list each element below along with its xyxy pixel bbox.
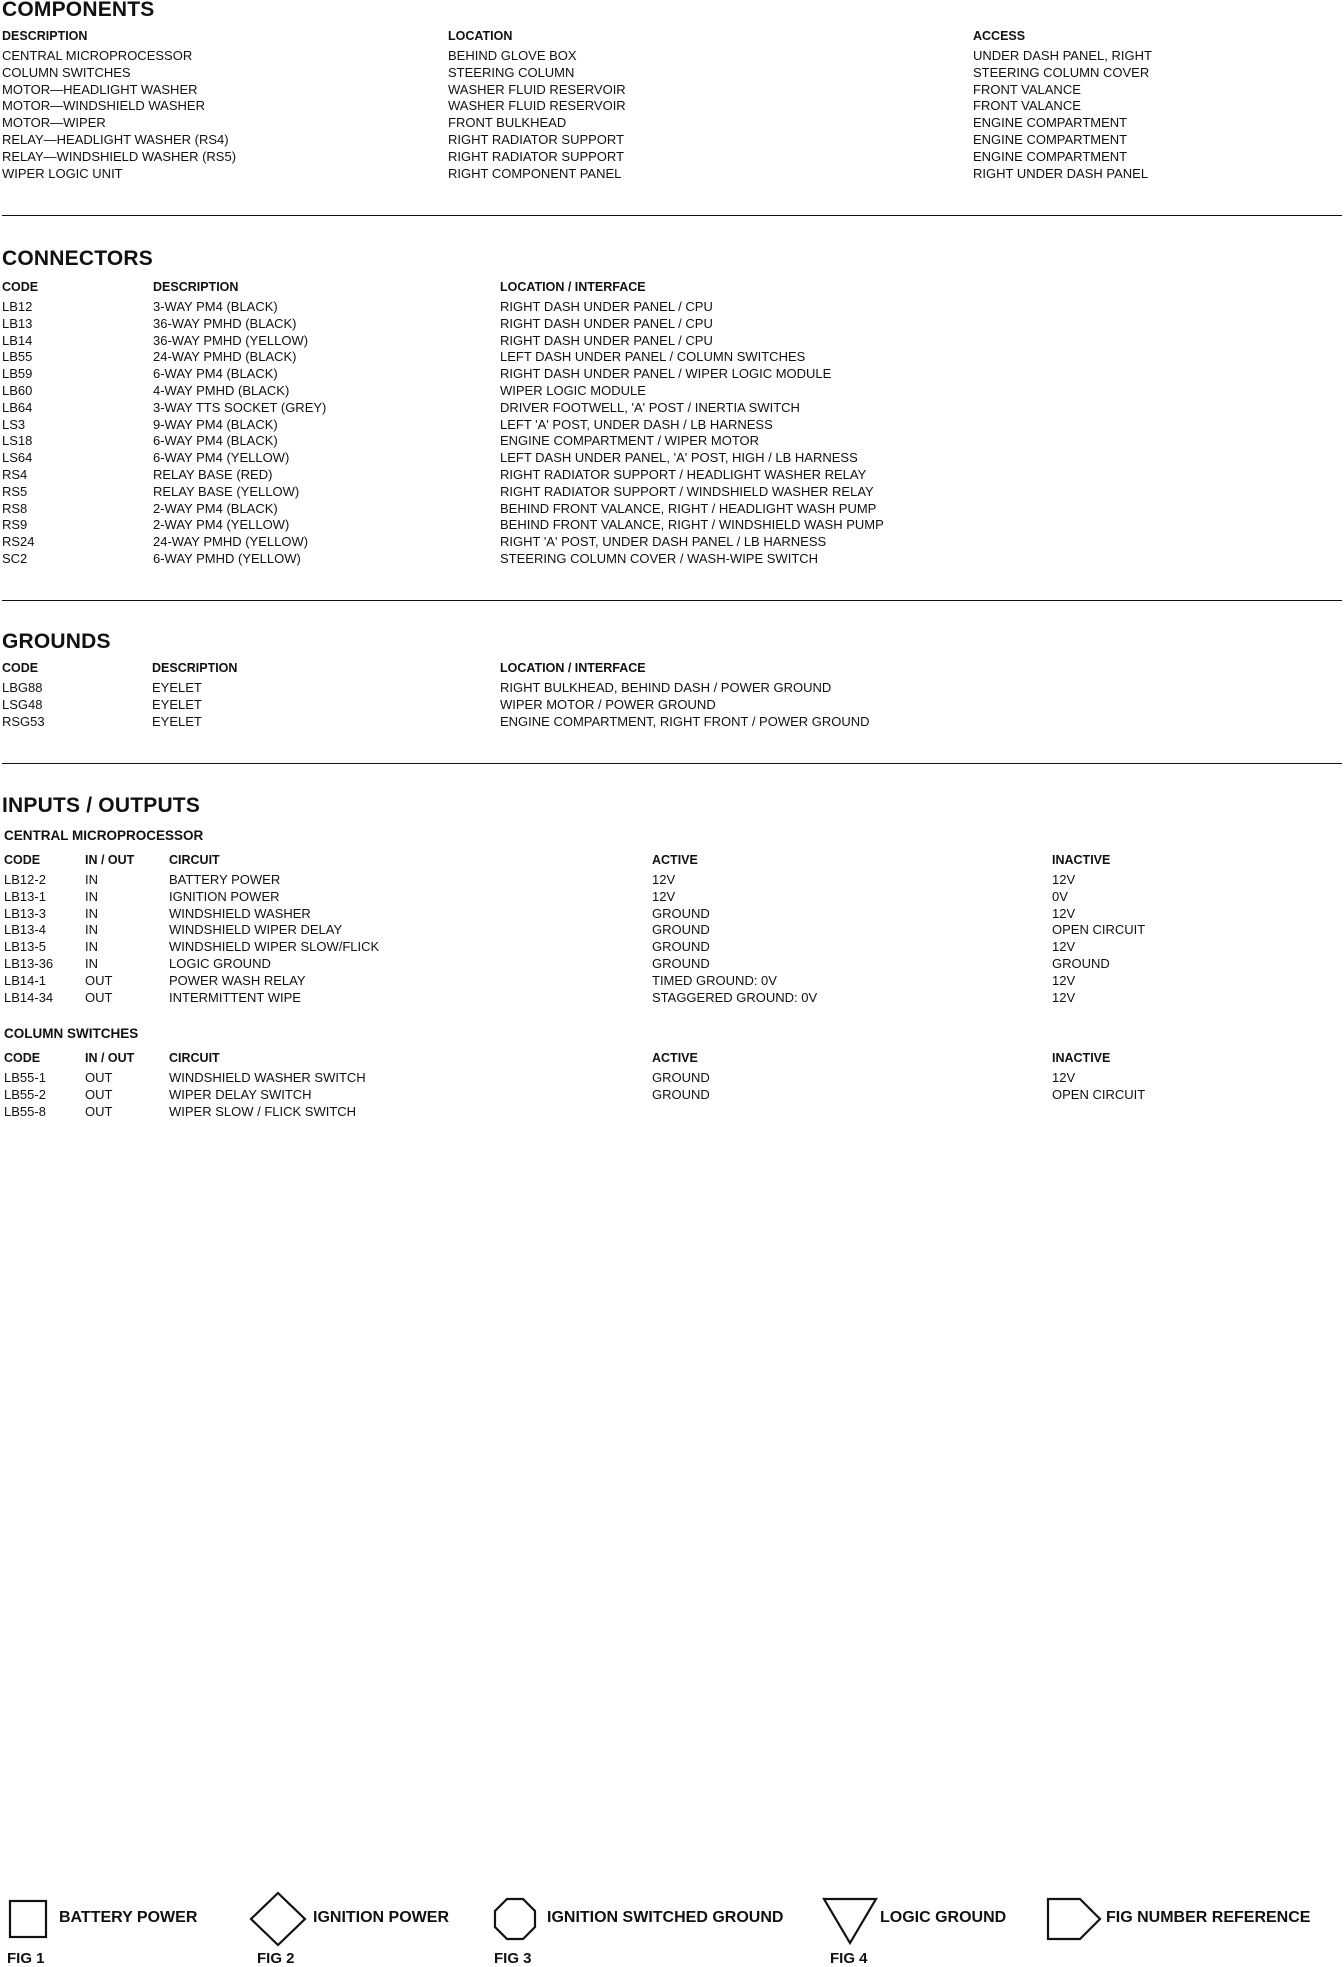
io-active: 12V xyxy=(652,872,676,887)
connector-code: LB12 xyxy=(2,299,33,314)
io-inout: OUT xyxy=(85,972,113,988)
connector-description: RELAY BASE (RED) xyxy=(153,467,273,482)
connector-location: RIGHT DASH UNDER PANEL / CPU xyxy=(500,299,713,314)
io-inout: IN xyxy=(85,905,98,921)
component-description: RELAY—HEADLIGHT WASHER (RS4) xyxy=(2,132,229,147)
io-active: STAGGERED GROUND: 0V xyxy=(652,989,818,1005)
io-code: LB13-36 xyxy=(4,956,54,971)
triangle-down-icon xyxy=(823,1898,877,1944)
ground-location: ENGINE COMPARTMENT, RIGHT FRONT / POWER GROUND xyxy=(500,713,870,729)
connector-description: 9-WAY PM4 (BLACK) xyxy=(153,416,278,432)
connector-location: STEERING COLUMN COVER / WASH-WIPE SWITCH xyxy=(500,551,819,566)
io-inactive: 12V xyxy=(1052,872,1076,887)
connector-location: RIGHT RADIATOR SUPPORT / WINDSHIELD WASHER RELAY xyxy=(500,483,874,499)
io-circuit: BATTERY POWER xyxy=(169,872,281,887)
legend-label: FIG NUMBER REFERENCE xyxy=(1106,1909,1311,1926)
io-inactive: OPEN CIRCUIT xyxy=(1052,922,1146,938)
component-location: FRONT BULKHEAD xyxy=(448,115,567,131)
connector-code: LB64 xyxy=(2,399,33,415)
connector-location: WIPER LOGIC MODULE xyxy=(500,383,646,398)
component-location: BEHIND GLOVE BOX xyxy=(448,48,577,63)
grounds-header-description: DESCRIPTION xyxy=(152,661,238,675)
io-switches-title: COLUMN SWITCHES xyxy=(4,1026,139,1041)
component-location: RIGHT RADIATOR SUPPORT xyxy=(448,148,625,164)
connector-description: 24-WAY PMHD (BLACK) xyxy=(153,349,297,365)
connector-location: LEFT DASH UNDER PANEL, 'A' POST, HIGH / LB HARNESS xyxy=(500,450,858,466)
io-circuit: POWER WASH RELAY xyxy=(169,972,306,988)
ground-description: EYELET xyxy=(152,696,202,712)
connector-description: 24-WAY PMHD (YELLOW) xyxy=(153,534,309,550)
legend-label: IGNITION POWER xyxy=(313,1909,449,1926)
ground-code: RSG53 xyxy=(2,713,45,729)
connector-location: RIGHT DASH UNDER PANEL / CPU xyxy=(500,315,713,331)
connector-location: LEFT DASH UNDER PANEL / COLUMN SWITCHES xyxy=(500,349,806,365)
io-header-active: ACTIVE xyxy=(652,1051,698,1065)
io-circuit: WIPER DELAY SWITCH xyxy=(169,1086,312,1102)
io-circuit: WINDSHIELD WIPER DELAY xyxy=(169,922,343,938)
grounds-header-location: LOCATION / INTERFACE xyxy=(500,661,646,675)
connector-location: DRIVER FOOTWELL, 'A' POST / INERTIA SWITCH xyxy=(500,399,800,415)
connector-code: LB59 xyxy=(2,366,33,382)
io-header-code: CODE xyxy=(4,853,41,867)
connectors-title: CONNECTORS xyxy=(2,247,153,270)
io-code: LB55-1 xyxy=(4,1070,46,1085)
ground-code: LBG88 xyxy=(2,680,43,695)
ground-description: EYELET xyxy=(152,680,202,695)
io-circuit: INTERMITTENT WIPE xyxy=(169,989,301,1005)
io-inout: OUT xyxy=(85,1070,113,1085)
connector-description: 36-WAY PMHD (YELLOW) xyxy=(153,332,309,348)
diamond-icon xyxy=(250,1892,306,1946)
io-circuit: WINDSHIELD WIPER SLOW/FLICK xyxy=(169,939,380,955)
section-divider xyxy=(2,215,1342,216)
component-description: MOTOR—HEADLIGHT WASHER xyxy=(2,81,198,97)
components-header-access: ACCESS xyxy=(973,29,1026,43)
io-circuit: IGNITION POWER xyxy=(169,888,280,904)
connector-description: RELAY BASE (YELLOW) xyxy=(153,483,300,499)
io-cpu-title: CENTRAL MICROPROCESSOR xyxy=(4,828,204,843)
io-inout: OUT xyxy=(85,1103,113,1119)
connector-code: RS24 xyxy=(2,534,35,550)
connector-description: 6-WAY PMHD (YELLOW) xyxy=(153,551,301,566)
io-header-active: ACTIVE xyxy=(652,853,698,867)
component-access: UNDER DASH PANEL, RIGHT xyxy=(973,48,1152,63)
io-circuit: WINDSHIELD WASHER SWITCH xyxy=(169,1070,366,1085)
ground-code: LSG48 xyxy=(2,696,43,712)
io-active: GROUND xyxy=(652,939,710,955)
connector-code: LS3 xyxy=(2,416,26,432)
io-inout: OUT xyxy=(85,989,113,1005)
pentagon-arrow-icon xyxy=(1047,1898,1101,1940)
io-circuit: WIPER SLOW / FLICK SWITCH xyxy=(169,1103,357,1119)
component-location: STEERING COLUMN xyxy=(448,64,575,80)
connector-location: RIGHT 'A' POST, UNDER DASH PANEL / LB HARNESS xyxy=(500,534,827,550)
connector-location: ENGINE COMPARTMENT / WIPER MOTOR xyxy=(500,433,760,449)
io-inactive: 12V xyxy=(1052,972,1076,988)
connector-location: LEFT 'A' POST, UNDER DASH / LB HARNESS xyxy=(500,416,773,432)
component-description: MOTOR—WINDSHIELD WASHER xyxy=(2,98,205,114)
grounds-header-code: CODE xyxy=(2,661,39,675)
io-inout: IN xyxy=(85,888,98,904)
io-inactive: 12V xyxy=(1052,989,1076,1005)
section-divider xyxy=(2,763,1342,764)
io-header-circuit: CIRCUIT xyxy=(169,853,220,867)
io-header-inout: IN / OUT xyxy=(85,853,135,867)
legend-label: BATTERY POWER xyxy=(59,1909,198,1926)
ground-location: WIPER MOTOR / POWER GROUND xyxy=(500,696,716,712)
component-location: WASHER FLUID RESERVOIR xyxy=(448,81,626,97)
io-code: LB12-2 xyxy=(4,872,46,887)
component-access: FRONT VALANCE xyxy=(973,81,1081,97)
connector-location: RIGHT RADIATOR SUPPORT / HEADLIGHT WASHER RELAY xyxy=(500,467,867,482)
connector-description: 6-WAY PM4 (YELLOW) xyxy=(153,450,290,466)
fig-label: FIG 4 xyxy=(830,1950,868,1967)
connector-code: SC2 xyxy=(2,551,28,566)
connectors-header-code: CODE xyxy=(2,280,39,294)
io-code: LB13-5 xyxy=(4,939,46,955)
io-header-inactive: INACTIVE xyxy=(1052,1051,1111,1065)
io-inactive: 0V xyxy=(1052,888,1068,904)
io-code: LB13-1 xyxy=(4,888,46,904)
component-access: ENGINE COMPARTMENT xyxy=(973,115,1128,131)
io-active: GROUND xyxy=(652,956,710,971)
ground-location: RIGHT BULKHEAD, BEHIND DASH / POWER GROUND xyxy=(500,680,832,695)
connector-code: RS9 xyxy=(2,517,28,533)
component-access: RIGHT UNDER DASH PANEL xyxy=(973,165,1149,181)
component-description: WIPER LOGIC UNIT xyxy=(2,165,123,181)
io-header-circuit: CIRCUIT xyxy=(169,1051,220,1065)
section-divider xyxy=(2,600,1342,601)
component-description: RELAY—WINDSHIELD WASHER (RS5) xyxy=(2,148,237,164)
io-active: GROUND xyxy=(652,905,710,921)
component-access: FRONT VALANCE xyxy=(973,98,1081,114)
connector-description: 6-WAY PM4 (BLACK) xyxy=(153,433,278,449)
connector-description: 4-WAY PMHD (BLACK) xyxy=(153,383,290,398)
io-header-code: CODE xyxy=(4,1051,41,1065)
component-description: CENTRAL MICROPROCESSOR xyxy=(2,48,193,63)
fig-label: FIG 2 xyxy=(257,1950,295,1967)
component-access: ENGINE COMPARTMENT xyxy=(973,132,1128,147)
io-code: LB13-4 xyxy=(4,922,46,938)
io-inout: OUT xyxy=(85,1086,113,1102)
ground-description: EYELET xyxy=(152,713,202,729)
io-code: LB13-3 xyxy=(4,905,46,921)
io-inout: IN xyxy=(85,939,98,955)
io-header-inout: IN / OUT xyxy=(85,1051,135,1065)
io-inactive: OPEN CIRCUIT xyxy=(1052,1086,1146,1102)
io-active: 12V xyxy=(652,888,676,904)
component-location: RIGHT COMPONENT PANEL xyxy=(448,165,622,181)
io-title: INPUTS / OUTPUTS xyxy=(2,794,201,817)
connector-description: 36-WAY PMHD (BLACK) xyxy=(153,315,297,331)
component-location: RIGHT RADIATOR SUPPORT xyxy=(448,132,625,147)
connector-description: 3-WAY PM4 (BLACK) xyxy=(153,299,278,314)
io-active: TIMED GROUND: 0V xyxy=(652,972,777,988)
connector-code: LB55 xyxy=(2,349,33,365)
legend-label: IGNITION SWITCHED GROUND xyxy=(547,1909,784,1926)
io-inactive: 12V xyxy=(1052,939,1076,955)
component-description: MOTOR—WIPER xyxy=(2,115,106,131)
io-code: LB14-34 xyxy=(4,989,54,1005)
square-icon xyxy=(9,1900,47,1938)
connectors-header-location: LOCATION / INTERFACE xyxy=(500,280,646,294)
connectors-header-description: DESCRIPTION xyxy=(153,280,239,294)
connector-location: RIGHT DASH UNDER PANEL / CPU xyxy=(500,332,713,348)
connector-description: 2-WAY PM4 (YELLOW) xyxy=(153,517,290,533)
io-code: LB14-1 xyxy=(4,972,46,988)
octagon-icon xyxy=(494,1898,536,1940)
connector-code: LS18 xyxy=(2,433,33,449)
connector-location: BEHIND FRONT VALANCE, RIGHT / WINDSHIELD WASH PUMP xyxy=(500,517,884,533)
io-active: GROUND xyxy=(652,922,710,938)
io-inactive: 12V xyxy=(1052,905,1076,921)
connector-code: LB60 xyxy=(2,383,33,398)
component-access: ENGINE COMPARTMENT xyxy=(973,148,1128,164)
component-description: COLUMN SWITCHES xyxy=(2,64,131,80)
connector-location: BEHIND FRONT VALANCE, RIGHT / HEADLIGHT WASH PUMP xyxy=(500,500,877,516)
components-header-location: LOCATION xyxy=(448,29,513,43)
connector-code: RS5 xyxy=(2,483,28,499)
components-title: COMPONENTS xyxy=(2,0,155,21)
connector-code: RS8 xyxy=(2,500,28,516)
connector-code: RS4 xyxy=(2,467,28,482)
io-code: LB55-2 xyxy=(4,1086,46,1102)
io-inout: IN xyxy=(85,922,98,938)
connector-description: 2-WAY PM4 (BLACK) xyxy=(153,500,278,516)
io-circuit: LOGIC GROUND xyxy=(169,956,271,971)
grounds-title: GROUNDS xyxy=(2,630,111,653)
io-inout: IN xyxy=(85,956,98,971)
legend-label: LOGIC GROUND xyxy=(880,1909,1007,1926)
io-inactive: GROUND xyxy=(1052,956,1110,971)
connector-code: LB13 xyxy=(2,315,33,331)
io-active: GROUND xyxy=(652,1070,710,1085)
io-circuit: WINDSHIELD WASHER xyxy=(169,905,311,921)
connector-location: RIGHT DASH UNDER PANEL / WIPER LOGIC MODULE xyxy=(500,366,832,382)
connector-code: LS64 xyxy=(2,450,33,466)
component-access: STEERING COLUMN COVER xyxy=(973,64,1150,80)
fig-label: FIG 1 xyxy=(7,1950,45,1967)
components-header-description: DESCRIPTION xyxy=(2,29,88,43)
fig-label: FIG 3 xyxy=(494,1950,532,1967)
io-inactive: 12V xyxy=(1052,1070,1076,1085)
io-code: LB55-8 xyxy=(4,1103,46,1119)
connector-description: 6-WAY PM4 (BLACK) xyxy=(153,366,278,382)
connector-code: LB14 xyxy=(2,332,33,348)
io-active: GROUND xyxy=(652,1086,710,1102)
io-inout: IN xyxy=(85,872,98,887)
io-header-inactive: INACTIVE xyxy=(1052,853,1111,867)
connector-description: 3-WAY TTS SOCKET (GREY) xyxy=(153,399,327,415)
component-location: WASHER FLUID RESERVOIR xyxy=(448,98,626,114)
